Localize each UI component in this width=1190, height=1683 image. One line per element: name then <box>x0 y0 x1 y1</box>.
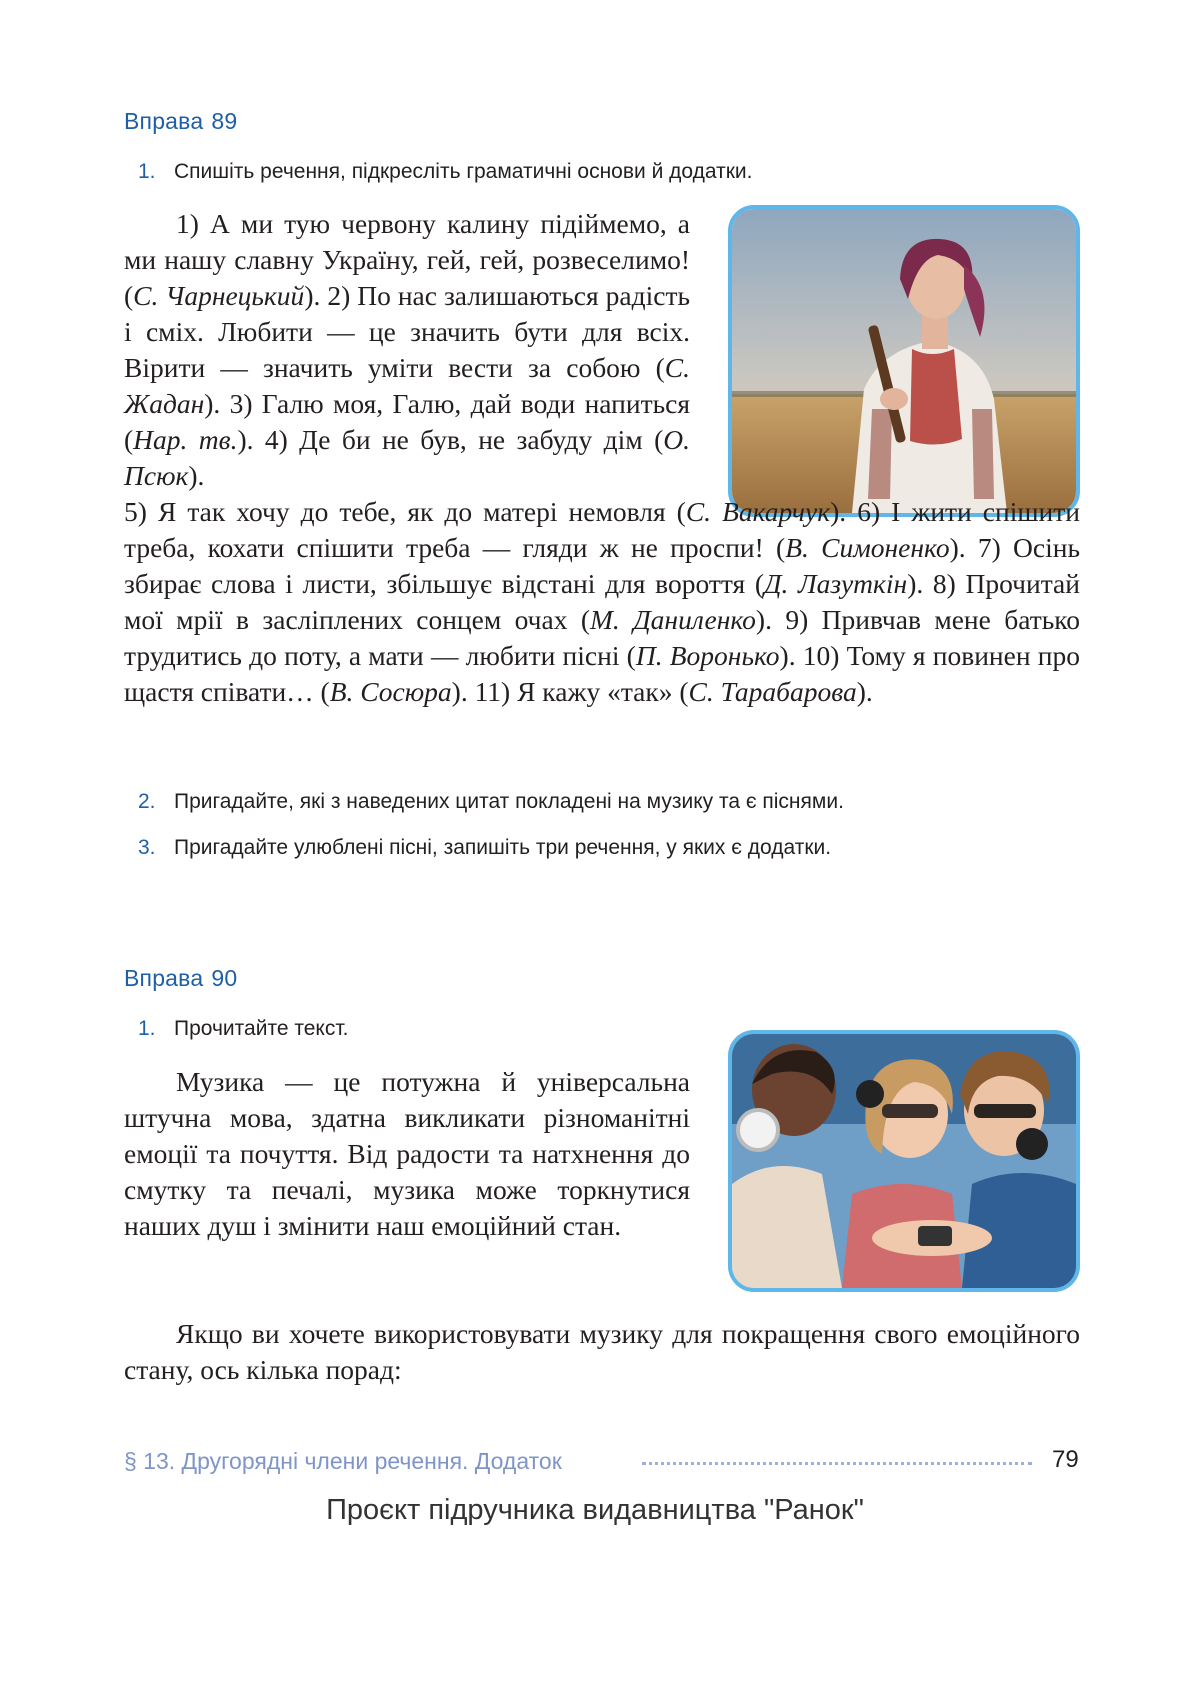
task-number: 3. <box>138 836 156 859</box>
section-footer-title: § 13. Другорядні члени речення. Додаток <box>124 1448 562 1474</box>
ex89-task-1 <box>124 160 1084 184</box>
quote-author: С. Тарабарова <box>688 676 857 707</box>
teens-with-phone-photo <box>728 1030 1080 1292</box>
quote-text: ). 2) По нас залишаються радість і сміх. Любити — це значить бути для всіх. Вірити — значить уміти вести за собою ( <box>124 280 691 383</box>
task-text: Прочитайте текст. <box>174 1017 349 1040</box>
teens-illustration <box>732 1034 1076 1288</box>
ex89-quotes-part-2 <box>124 494 1080 710</box>
quote-author: О. Псюк <box>124 424 690 491</box>
exercise-number: 89 <box>211 108 238 134</box>
quote-author: Нар. тв. <box>133 424 238 455</box>
quote-text: ). 3) Галю моя, Галю, дай води напиться ( <box>124 388 690 455</box>
ex90-paragraph-1 <box>124 1064 690 1244</box>
exercise-number: 90 <box>211 965 238 991</box>
quote-text: ). <box>188 460 205 491</box>
ex89-task-2 <box>124 790 1084 814</box>
paragraph-text: Якщо ви хочете використовувати музику для покращення свого емоційного стану, ось кілька порад: <box>124 1318 1080 1385</box>
task-text: Пригадайте улюблені пісні, запишіть три речення, у яких є додатки. <box>174 836 832 859</box>
exercise-label: Вправа <box>124 965 204 991</box>
quote-author: П. Воронько <box>635 640 780 671</box>
quote-text: ). 11) Я кажу «так» ( <box>451 676 689 707</box>
quote-text: ). 9) Привчав мене батько трудитись до поту, а мати — любити пісні ( <box>124 604 1080 671</box>
ex90-paragraph-2 <box>124 1316 1080 1388</box>
quote-text: 1) А ми тую червону калину підіймемо, а ми нашу славну Україну, гей, гей, розвеселимо! ( <box>124 208 690 311</box>
page-number: 79 <box>1052 1446 1079 1473</box>
quote-text: ). 8) Прочитай мої мрії в засліплених сонцем очах ( <box>124 568 1080 635</box>
quote-text: ). 4) Де би не був, не забуду дім ( <box>237 424 664 455</box>
quote-author: С. Вакарчук <box>685 496 831 527</box>
footer-dotted-leader <box>642 1462 1032 1465</box>
task-number: 1. <box>138 1017 156 1040</box>
quote-text: ). 6) І жити спішити треба, кохати спішити треба — гляди ж не проспи! ( <box>124 496 1080 563</box>
exercise-89-title <box>124 108 237 135</box>
paragraph-text: Музика — це потужна й універсальна штучна мова, здатна викликати різноманітні емоції та почуття. Від радости та натхнення до смутку та печалі, музика може торкнутися наших душ і змінити наш емоційний стан. <box>124 1066 690 1241</box>
quote-text: 5) Я так хочу до тебе, як до матері немовля ( <box>124 496 686 527</box>
project-watermark-text: Проєкт підручника видавництва "Ранок" <box>326 1494 864 1526</box>
quote-text: ). 10) Тому я повинен про щастя співати… ( <box>124 640 1080 707</box>
quote-author: С. Жадан <box>124 352 690 419</box>
quote-author: М. Даниленко <box>590 604 756 635</box>
quote-text: ). <box>856 676 873 707</box>
quote-author: В. Симоненко <box>785 532 950 563</box>
exercise-label: Вправа <box>124 108 204 134</box>
quote-text: ). 7) Осінь збирає слова і листи, збільшує відстані для вороття ( <box>124 532 1080 599</box>
woman-field-illustration <box>732 209 1076 513</box>
woman-with-flute-photo <box>728 205 1080 517</box>
task-number: 2. <box>138 790 156 813</box>
ex89-quotes-part-1 <box>124 206 690 494</box>
ex89-task-3 <box>124 836 1084 860</box>
quote-author: В. Сосюра <box>329 676 452 707</box>
quote-author: С. Чарнецький <box>133 280 305 311</box>
exercise-90-title <box>124 965 237 992</box>
task-number: 1. <box>138 160 156 183</box>
task-text: Пригадайте, які з наведених цитат покладені на музику та є піснями. <box>174 790 844 813</box>
quote-author: Д. Лазуткін <box>764 568 908 599</box>
task-text: Спишіть речення, підкресліть граматичні основи й додатки. <box>174 160 753 183</box>
